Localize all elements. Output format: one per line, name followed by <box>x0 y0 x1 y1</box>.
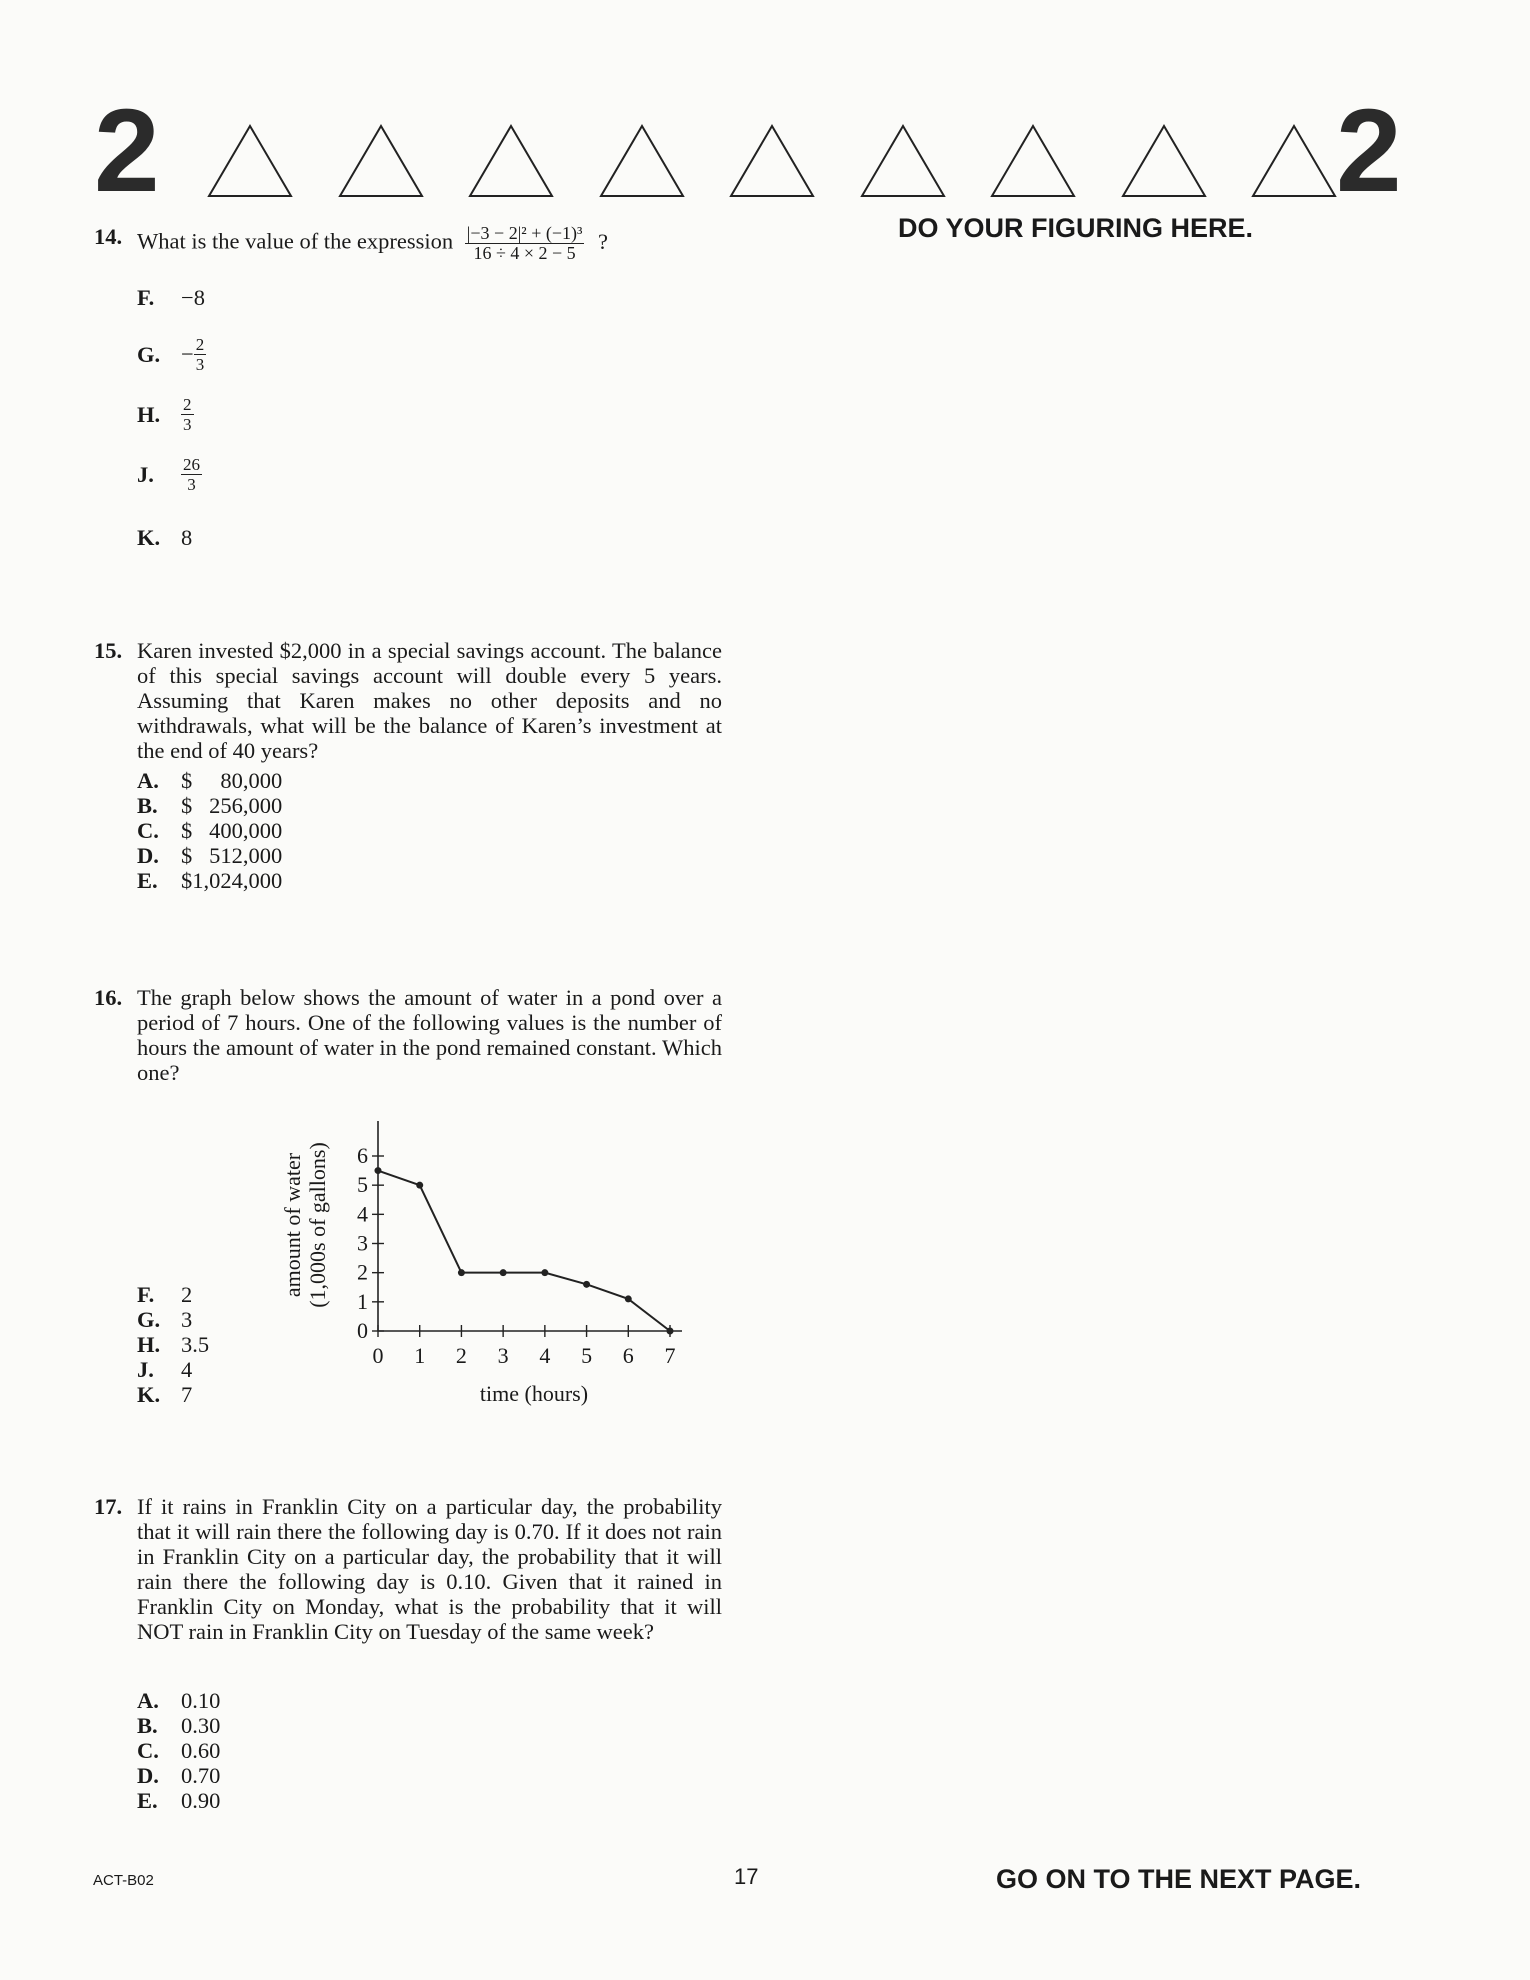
x-tick-label: 4 <box>539 1343 551 1368</box>
x-axis-label: time (hours) <box>479 1381 589 1406</box>
q15-option-c[interactable]: C. $ 400,000 <box>137 818 283 843</box>
q16-option-k[interactable]: K. 7 <box>137 1382 193 1407</box>
water-level-line <box>378 1171 670 1331</box>
section-number-right: 2 <box>1336 85 1402 217</box>
triangle-icon <box>1119 122 1209 200</box>
water-level-chart <box>270 1085 740 1415</box>
q15-option-b[interactable]: B. $ 256,000 <box>137 793 283 818</box>
section-number-left: 2 <box>94 85 160 217</box>
q14-qmark: ? <box>598 228 608 254</box>
q17-option-a[interactable]: A. 0.10 <box>137 1688 221 1713</box>
q15-option-e[interactable]: E. $1,024,000 <box>137 868 283 893</box>
data-point <box>416 1182 423 1189</box>
data-point <box>500 1269 507 1276</box>
triangle-icon <box>858 122 948 200</box>
data-point <box>625 1295 632 1302</box>
y-tick-label: 6 <box>357 1143 368 1168</box>
triangle-icon <box>597 122 687 200</box>
y-axis-label-line2: (1,000s of gallons) <box>305 1142 330 1308</box>
data-point <box>667 1328 674 1335</box>
x-tick-label: 1 <box>414 1343 426 1368</box>
y-tick-label: 3 <box>357 1230 368 1256</box>
q14-stem-text: What is the value of the expression <box>137 228 454 254</box>
triangle-icon <box>1249 122 1339 200</box>
q15-option-a[interactable]: A. $ 80,000 <box>137 768 283 793</box>
triangle-icon <box>727 122 817 200</box>
data-point <box>375 1167 382 1174</box>
q14-stem <box>137 224 608 263</box>
x-tick-label: 3 <box>497 1343 509 1368</box>
form-code: ACT-B02 <box>93 1872 154 1889</box>
page-number: 17 <box>734 1864 759 1889</box>
q16-option-f[interactable]: F. 2 <box>137 1282 193 1307</box>
y-tick-label: 2 <box>357 1259 368 1285</box>
y-tick-label: 0 <box>357 1318 368 1343</box>
q14-option-k[interactable]: K. 8 <box>137 525 193 550</box>
q14-denominator: 16 ÷ 4 × 2 − 5 <box>473 243 576 263</box>
q17-option-d[interactable]: D. 0.70 <box>137 1763 221 1788</box>
q14-expression <box>465 224 585 263</box>
y-tick-label: 5 <box>357 1172 368 1198</box>
q16-number: 16. <box>94 985 123 1010</box>
triangle-icon <box>466 122 556 200</box>
triangle-icon <box>988 122 1078 200</box>
q17-number: 17. <box>94 1494 123 1519</box>
q14-option-f[interactable]: F. −8 <box>137 285 205 310</box>
x-tick-label: 5 <box>581 1343 593 1368</box>
next-page-note: GO ON TO THE NEXT PAGE. <box>996 1864 1362 1894</box>
y-axis-label-line1: amount of water <box>280 1152 305 1298</box>
q14-numerator: |−3 − 2|² + (−1)³ <box>466 223 583 243</box>
q17-option-e[interactable]: E. 0.90 <box>137 1788 221 1813</box>
y-tick-label: 4 <box>357 1201 368 1227</box>
x-tick-label: 0 <box>372 1343 384 1368</box>
q16-option-g[interactable]: G. 3 <box>137 1307 193 1332</box>
data-point <box>583 1281 590 1288</box>
x-tick-label: 2 <box>455 1343 467 1368</box>
q14-number: 14. <box>94 224 123 249</box>
q16-stem: The graph below shows the amount of water in a pond over a period of 7 hours. One of the following values is the number of hours the amount of water in the pond remained constant. Which one? <box>137 985 722 1085</box>
q17-option-b[interactable]: B. 0.30 <box>137 1713 221 1738</box>
q14-option-h[interactable]: H. $\frac{2}{3}$ <box>137 395 192 434</box>
x-tick-label: 6 <box>622 1343 634 1368</box>
triangle-icon <box>336 122 426 200</box>
q14-option-j[interactable]: J. $\frac{26}{3}$ <box>137 455 200 494</box>
q16-option-h[interactable]: H. 3.5 <box>137 1332 210 1357</box>
x-tick-label: 7 <box>664 1343 676 1368</box>
q14-option-g[interactable]: G. − $\frac{2}{3}$ <box>137 335 205 374</box>
q16-option-j[interactable]: J. 4 <box>137 1357 193 1382</box>
y-tick-label: 1 <box>357 1288 368 1314</box>
data-point <box>541 1269 548 1276</box>
chart-axes <box>357 1121 682 1368</box>
q15-stem: Karen invested $2,000 in a special savings account. The balance of this special savings account will double every 5 years. Assuming that Karen makes no other deposits and no withdrawals, what will be the balance of Karen’s investment at the end of 40 years? <box>137 638 722 763</box>
chart-series <box>375 1167 674 1334</box>
triangle-icon <box>205 122 295 200</box>
q15-number: 15. <box>94 638 123 663</box>
q15-option-d[interactable]: D. $ 512,000 <box>137 843 283 868</box>
q17-stem: If it rains in Franklin City on a particular day, the probability that it will rain there the following day is 0.70. If it does not rain in Franklin City on a particular day, the probability that it will rain there the following day is 0.10. Given that it rained in Franklin City on Monday, what is the probability that it will NOT rain in Franklin City on Tuesday of the same week? <box>137 1494 722 1644</box>
figuring-note: DO YOUR FIGURING HERE. <box>898 213 1254 243</box>
q17-option-c[interactable]: C. 0.60 <box>137 1738 221 1763</box>
data-point <box>458 1269 465 1276</box>
